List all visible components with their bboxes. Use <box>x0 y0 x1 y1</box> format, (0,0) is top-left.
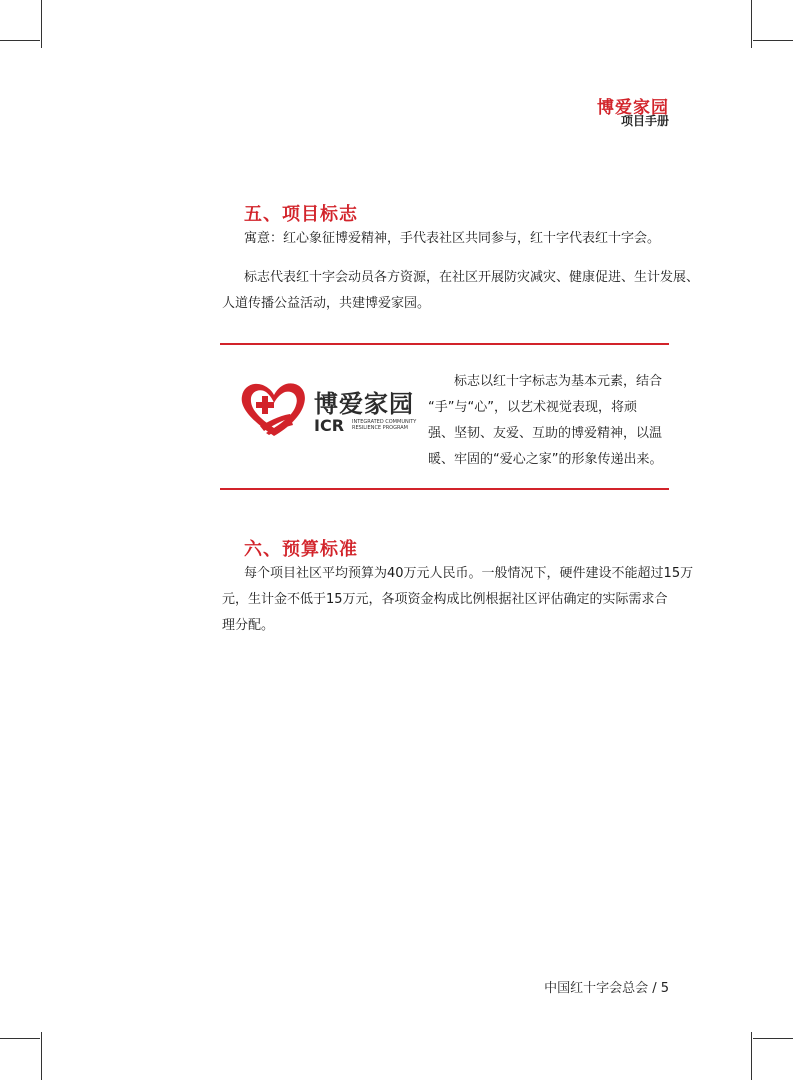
crop-mark <box>0 1038 40 1039</box>
logo-abbr: ICR <box>314 416 345 435</box>
crop-mark <box>41 1032 42 1080</box>
logo-description <box>428 369 670 473</box>
crop-mark <box>753 1038 793 1039</box>
logo-desc-line2: “手”与“心”，以艺术视觉表现，将顽 <box>428 400 637 415</box>
section6-line2: 元，生计金不低于15万元，各项资金构成比例根据社区评估确定的实际需求合 <box>222 592 668 607</box>
header-subtitle: 项目手册 <box>620 114 669 128</box>
crop-mark <box>751 1032 752 1080</box>
page-footer: 中国红十字会总会 / 5 <box>544 981 669 996</box>
section6-line1: 每个项目社区平均预算为40万元人民币。一般情况下，硬件建设不能超过15万 <box>244 566 694 581</box>
section5-para2-line2: 人道传播公益活动，共建博爱家园。 <box>222 296 431 311</box>
section5-para2-line1: 标志代表红十字会动员各方资源，在社区开展防灾减灾、健康促进、生计发展、 <box>244 270 700 285</box>
crop-mark <box>41 0 42 48</box>
logo-name-en-line1: INTEGRATED COMMUNITY <box>352 419 417 425</box>
icr-logo <box>238 378 416 442</box>
section5-heading: 五、项目标志 <box>244 204 358 225</box>
logo-desc-line3: 强、坚韧、友爱、互助的博爱精神，以温 <box>428 426 663 441</box>
logo-name-cn: 博爱家园 <box>314 390 414 418</box>
divider-bottom <box>220 488 669 490</box>
logo-desc-line1: 标志以红十字标志为基本元素，结合 <box>454 374 663 389</box>
logo-name-en <box>352 419 422 431</box>
header-title: 博爱家园 <box>597 98 669 118</box>
crop-mark <box>751 0 752 48</box>
crop-mark <box>0 40 40 41</box>
logo-desc-line4: 暖、牢固的“爱心之家”的形象传递出来。 <box>428 452 663 467</box>
divider-top <box>220 343 669 345</box>
section5-para1: 寓意：红心象征博爱精神，手代表社区共同参与，红十字代表红十字会。 <box>244 231 661 246</box>
section6-heading: 六、预算标准 <box>244 539 358 560</box>
section6-line3: 理分配。 <box>222 618 275 633</box>
heart-hand-icon <box>238 378 310 442</box>
crop-mark <box>753 40 793 41</box>
logo-name-en-line2: RESILIENCE PROGRAM <box>352 425 408 431</box>
